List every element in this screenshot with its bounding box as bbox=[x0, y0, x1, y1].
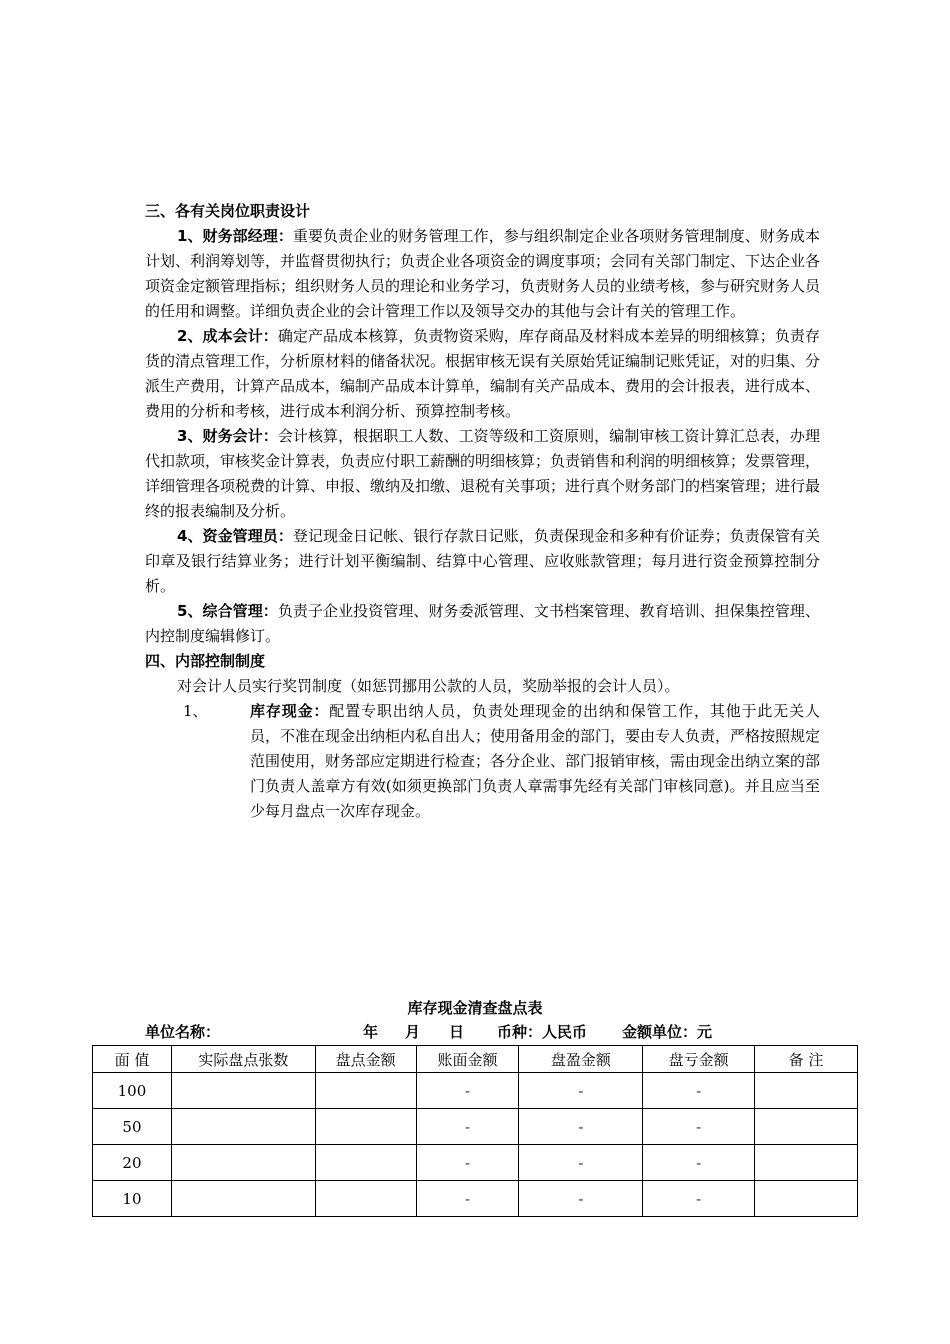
amount-unit-label: 金额单位：元 bbox=[622, 1023, 713, 1041]
table-header-row bbox=[93, 1046, 858, 1073]
section-3-heading: 三、各有关岗位职责设计 bbox=[145, 202, 311, 220]
currency-label: 币种：人民币 bbox=[497, 1023, 588, 1041]
cell-count bbox=[171, 1109, 315, 1145]
cell-amount bbox=[315, 1073, 416, 1109]
duty-label: 5、综合管理： bbox=[177, 602, 278, 620]
duty-item-2 bbox=[145, 324, 820, 424]
month-label: 月 bbox=[405, 1023, 421, 1041]
header-note: 备 注 bbox=[755, 1046, 858, 1073]
cell-amount bbox=[315, 1181, 416, 1217]
cell-denomination: 100 bbox=[93, 1073, 172, 1109]
cell-note bbox=[755, 1073, 858, 1109]
duty-label: 4、资金管理员： bbox=[177, 527, 293, 545]
cell-note bbox=[755, 1145, 858, 1181]
cell-surplus: - bbox=[519, 1181, 643, 1217]
cell-denomination: 50 bbox=[93, 1109, 172, 1145]
cell-book: - bbox=[416, 1109, 519, 1145]
section-4-intro: 对会计人员实行奖罚制度（如惩罚挪用公款的人员，奖励举报的会计人员）。 bbox=[177, 677, 680, 695]
cell-surplus: - bbox=[519, 1109, 643, 1145]
cell-note bbox=[755, 1181, 858, 1217]
duty-item-1 bbox=[145, 224, 820, 324]
duty-label: 1、财务部经理： bbox=[177, 227, 293, 245]
table-row bbox=[93, 1145, 858, 1181]
unit-name-label: 单位名称： bbox=[145, 1023, 221, 1041]
cell-book: - bbox=[416, 1181, 519, 1217]
cell-amount bbox=[315, 1145, 416, 1181]
duty-label: 2、成本会计： bbox=[177, 327, 278, 345]
duty-text: 登记现金日记帐、银行存款日记账，负责保现金和多种有价证券；负责保管有关印章及银行结算业务；进行计划平衡编制、结算中心管理、应收账款管理；每月进行资金预算控制分析。 bbox=[145, 527, 820, 595]
table-row bbox=[93, 1109, 858, 1145]
control-item-1 bbox=[145, 699, 820, 824]
duty-text: 会计核算，根据职工人数、工资等级和工资原则，编制审核工资计算汇总表，办理代扣款项，审核奖金计算表，负责应付职工薪酬的明细核算；负责销售和利润的明细核算；发票管理，详细管理各项税费的计算、申报、缴纳及扣缴、退税有关事项；进行真个财务部门的档案管理；进行最终的报表编制及分析。 bbox=[145, 427, 821, 520]
header-surplus: 盘盈金额 bbox=[519, 1046, 643, 1073]
section-4-heading: 四、内部控制制度 bbox=[145, 652, 266, 670]
control-item-body bbox=[250, 699, 820, 824]
cash-count-table bbox=[92, 1045, 858, 1217]
duty-text: 重要负责企业的财务管理工作，参与组织制定企业各项财务管理制度、财务成本计划、利润筹划等，并监督贯彻执行；负责企业各项资金的调度事项；会同有关部门制定、下达企业各项资金定额管理指标；组织财务人员的理论和业务学习，负责财务人员的业绩考核，参与研究财务人员的任用和调整。详细负责企业的会计管理工作以及领导交办的其他与会计有关的管理工作。 bbox=[145, 227, 821, 320]
cell-note bbox=[755, 1109, 858, 1145]
cell-surplus: - bbox=[519, 1145, 643, 1181]
duty-text: 负责子企业投资管理、财务委派管理、文书档案管理、教育培训、担保集控管理、内控制度编辑修订。 bbox=[145, 602, 820, 645]
duty-item-5 bbox=[145, 599, 820, 649]
header-shortage: 盘亏金额 bbox=[643, 1046, 755, 1073]
duty-text: 确定产品成本核算，负责物资采购，库存商品及材料成本差异的明细核算；负责存货的清点管理工作，分析原材料的储备状况。根据审核无误有关原始凭证编制记账凭证，对的归集、分派生产费用，计算产品成本，编制产品成本计算单，编制有关产品成本、费用的会计报表，进行成本、费用的分析和考核，进行成本利润分析、预算控制考核。 bbox=[145, 327, 821, 420]
cell-denomination: 20 bbox=[93, 1145, 172, 1181]
cell-shortage: - bbox=[643, 1145, 755, 1181]
cell-shortage: - bbox=[643, 1181, 755, 1217]
table-title: 库存现金清查盘点表 bbox=[407, 999, 543, 1017]
table-row bbox=[93, 1073, 858, 1109]
header-count: 实际盘点张数 bbox=[171, 1046, 315, 1073]
year-label: 年 bbox=[363, 1023, 379, 1041]
cell-surplus: - bbox=[519, 1073, 643, 1109]
cell-book: - bbox=[416, 1073, 519, 1109]
cell-shortage: - bbox=[643, 1073, 755, 1109]
cell-denomination: 10 bbox=[93, 1181, 172, 1217]
cell-shortage: - bbox=[643, 1109, 755, 1145]
duty-item-4 bbox=[145, 524, 820, 599]
control-item-number: 1、 bbox=[183, 702, 208, 720]
cell-book: - bbox=[416, 1145, 519, 1181]
header-count-amount: 盘点金额 bbox=[315, 1046, 416, 1073]
cell-count bbox=[171, 1145, 315, 1181]
cell-amount bbox=[315, 1109, 416, 1145]
control-item-label: 库存现金： bbox=[250, 702, 330, 720]
duty-item-3 bbox=[145, 424, 820, 524]
cell-count bbox=[171, 1073, 315, 1109]
day-label: 日 bbox=[449, 1023, 465, 1041]
table-row bbox=[93, 1181, 858, 1217]
control-item-text: 配置专职出纳人员，负责处理现金的出纳和保管工作，其他于此无关人员，不准在现金出纳柜内私自出人；使用备用金的部门，要由专人负责，严格按照规定范围使用，财务部应定期进行检查；各分企业、部门报销审核，需由现金出纳立案的部门负责人盖章方有效(如须更换部门负责人章需事先经有关部门审核同意)。并且应当至少每月盘点一次库存现金。 bbox=[250, 702, 821, 820]
duty-label: 3、财务会计： bbox=[177, 427, 278, 445]
body-text bbox=[145, 199, 820, 824]
cell-count bbox=[171, 1181, 315, 1217]
header-book-amount: 账面金额 bbox=[416, 1046, 519, 1073]
header-denomination: 面 值 bbox=[93, 1046, 172, 1073]
